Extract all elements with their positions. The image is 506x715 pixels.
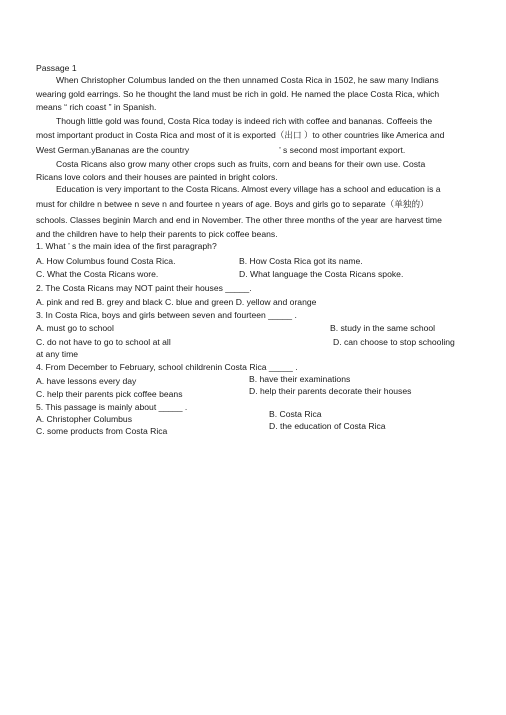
question-5-option-d: D. the education of Costa Rica bbox=[269, 421, 386, 431]
question-4-option-c: C. help their parents pick coffee beans bbox=[36, 389, 183, 399]
question-1-option-d: D. What language the Costa Ricans spoke. bbox=[239, 269, 404, 279]
question-3-option-d-continued: at any time bbox=[36, 349, 79, 359]
question-1-option-a: A. How Columbus found Costa Rica. bbox=[36, 256, 176, 266]
question-1-option-c: C. What the Costa Ricans wore. bbox=[36, 269, 159, 279]
question-5-option-a: A. Christopher Columbus bbox=[36, 414, 133, 424]
passage-line: schools. Classes beginin March and end in November. The other three months of the year are harvest time bbox=[36, 215, 442, 225]
question-4-option-d: D. help their parents decorate their houses bbox=[249, 386, 412, 396]
passage-line: ’ s second most important export. bbox=[279, 145, 406, 155]
question-4-stem: 4. From December to February, school childrenin Costa Rica _____ . bbox=[36, 362, 298, 372]
passage-line: Ricans love colors and their houses are painted in bright colors. bbox=[36, 172, 278, 182]
question-3-stem: 3. In Costa Rica, boys and girls between seven and fourteen _____ . bbox=[36, 310, 297, 320]
passage-line: Education is very important to the Costa Ricans. Almost every village has a school and education is a bbox=[56, 184, 441, 194]
question-1-stem: 1. What ’ s the main idea of the first paragraph? bbox=[36, 241, 217, 251]
question-2-stem: 2. The Costa Ricans may NOT paint their houses _____. bbox=[36, 283, 252, 293]
passage-line: and the children have to help their parents to pick coffee beans. bbox=[36, 229, 278, 239]
question-3-option-a: A. must go to school bbox=[36, 323, 114, 333]
question-5-option-b: B. Costa Rica bbox=[269, 409, 322, 419]
passage-line: When Christopher Columbus landed on the then unnamed Costa Rica in 1502, he saw many Indians bbox=[56, 75, 439, 85]
passage-line: Though little gold was found, Costa Rica today is indeed rich with coffee and bananas. Coffeeis the bbox=[56, 116, 433, 126]
question-3-option-d: D. can choose to stop schooling bbox=[333, 337, 455, 347]
passage-line: most important product in Costa Rica and most of it is exported（出口 ）to other countries like America and bbox=[36, 130, 445, 140]
question-4-option-b: B. have their examinations bbox=[249, 374, 351, 384]
passage-line: means “ rich coast ” in Spanish. bbox=[36, 102, 157, 112]
passage-line: wearing gold earrings. So he thought the land must be rich in gold. He named the place Costa Rica, which bbox=[36, 89, 440, 99]
question-3-option-c: C. do not have to go to school at all bbox=[36, 337, 171, 347]
question-1-option-b: B. How Costa Rica got its name. bbox=[239, 256, 363, 266]
passage-line: West German.yBananas are the country bbox=[36, 145, 190, 155]
question-5-stem: 5. This passage is mainly about _____ . bbox=[36, 402, 188, 412]
question-4-option-a: A. have lessons every day bbox=[36, 376, 137, 386]
passage-line: Costa Ricans also grow many other crops such as fruits, corn and beans for their own use. Costa bbox=[56, 159, 426, 169]
question-2-options: A. pink and red B. grey and black C. blue and green D. yellow and orange bbox=[36, 297, 317, 307]
passage-title: Passage 1 bbox=[36, 63, 77, 73]
passage-line: must for childre n betwee n seve n and fourtee n years of age. Boys and girls go to separate（单独的） bbox=[36, 199, 429, 209]
question-3-option-b: B. study in the same school bbox=[330, 323, 436, 333]
question-5-option-c: C. some products from Costa Rica bbox=[36, 426, 168, 436]
